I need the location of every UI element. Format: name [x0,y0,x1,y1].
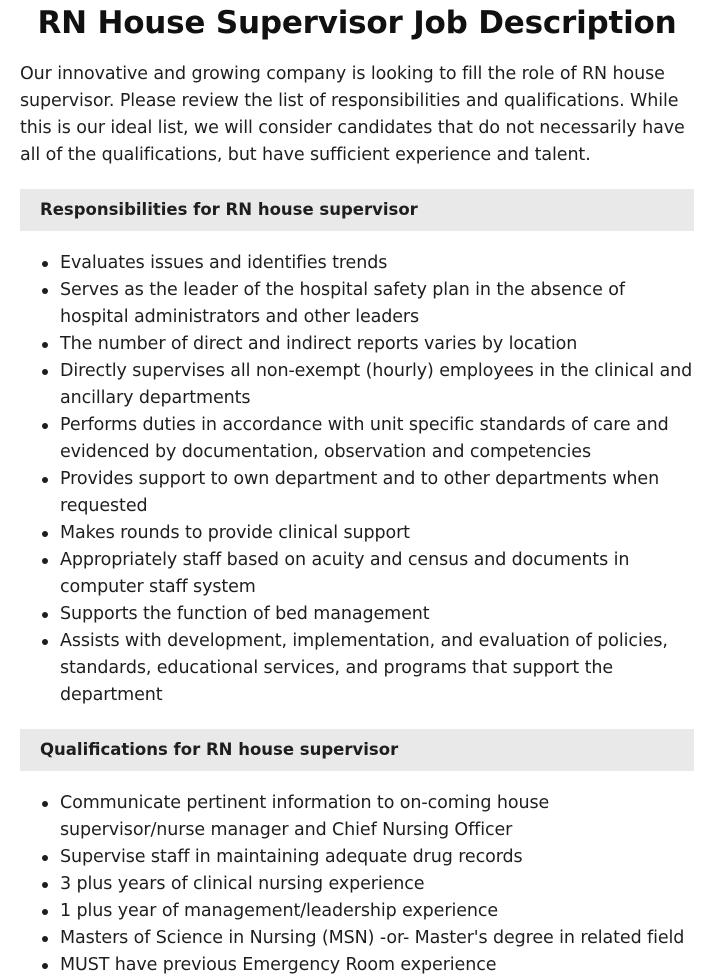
list-item [40,520,694,547]
list-item [40,331,694,358]
list-item [40,898,694,925]
list-item [40,466,694,520]
list-item-text: Serves as the leader of the hospital safety plan in the absence of hospital administrators and other leaders [60,280,625,327]
list-item [40,358,694,412]
list-item-text: Provides support to own department and to other departments when requested [60,469,660,516]
list-item-text: Makes rounds to provide clinical support [60,523,410,543]
list-item-text: Supports the function of bed management [60,604,430,624]
list-item-text: Communicate pertinent information to on-coming house supervisor/nurse manager and Chief Nursing Officer [60,793,550,840]
bullet-icon [42,855,48,861]
qualifications-heading: Qualifications for RN house supervisor [20,729,694,771]
list-item-text: Evaluates issues and identifies trends [60,253,388,273]
list-item-text: Assists with development, implementation, and evaluation of policies, standards, educational services, and programs that support the department [60,631,668,705]
responsibilities-heading: Responsibilities for RN house supervisor [20,189,694,231]
bullet-icon [42,882,48,888]
list-item [40,844,694,871]
list-item [40,925,694,952]
list-item [40,547,694,601]
bullet-icon [42,369,48,375]
list-item-text: Masters of Science in Nursing (MSN) -or- Master's degree in related field [60,928,685,948]
bullet-icon [42,423,48,429]
list-item [40,601,694,628]
list-item [40,277,694,331]
list-item-text: Directly supervises all non-exempt (hourly) employees in the clinical and ancillary departments [60,361,693,408]
list-item-text: The number of direct and indirect reports varies by location [60,334,578,354]
list-item [40,871,694,898]
list-item-text: Supervise staff in maintaining adequate drug records [60,847,523,867]
bullet-icon [42,936,48,942]
bullet-icon [42,639,48,645]
responsibilities-list [20,250,694,709]
bullet-icon [42,288,48,294]
page-title: RN House Supervisor Job Description [37,5,677,41]
list-item [40,412,694,466]
list-item-text: MUST have previous Emergency Room experience [60,955,497,975]
qualifications-list [20,790,694,979]
bullet-icon [42,612,48,618]
intro-paragraph: Our innovative and growing company is looking to fill the role of RN house supervisor. Please review the list of responsibilities and qualifications. While this is our ideal list, we will consider candidates that do not necessarily have all of the qualifications, but have sufficient experience and talent. [20,64,685,165]
bullet-icon [42,342,48,348]
list-item-text: Appropriately staff based on acuity and census and documents in computer staff system [60,550,630,597]
bullet-icon [42,963,48,969]
list-item [40,952,694,979]
list-item-text: 1 plus year of management/leadership experience [60,901,499,921]
bullet-icon [42,909,48,915]
list-item [40,628,694,709]
bullet-icon [42,261,48,267]
list-item [40,790,694,844]
list-item-text: 3 plus years of clinical nursing experience [60,874,425,894]
bullet-icon [42,531,48,537]
bullet-icon [42,477,48,483]
bullet-icon [42,558,48,564]
list-item [40,250,694,277]
list-item-text: Performs duties in accordance with unit specific standards of care and evidenced by documentation, observation and competencies [60,415,669,462]
bullet-icon [42,801,48,807]
